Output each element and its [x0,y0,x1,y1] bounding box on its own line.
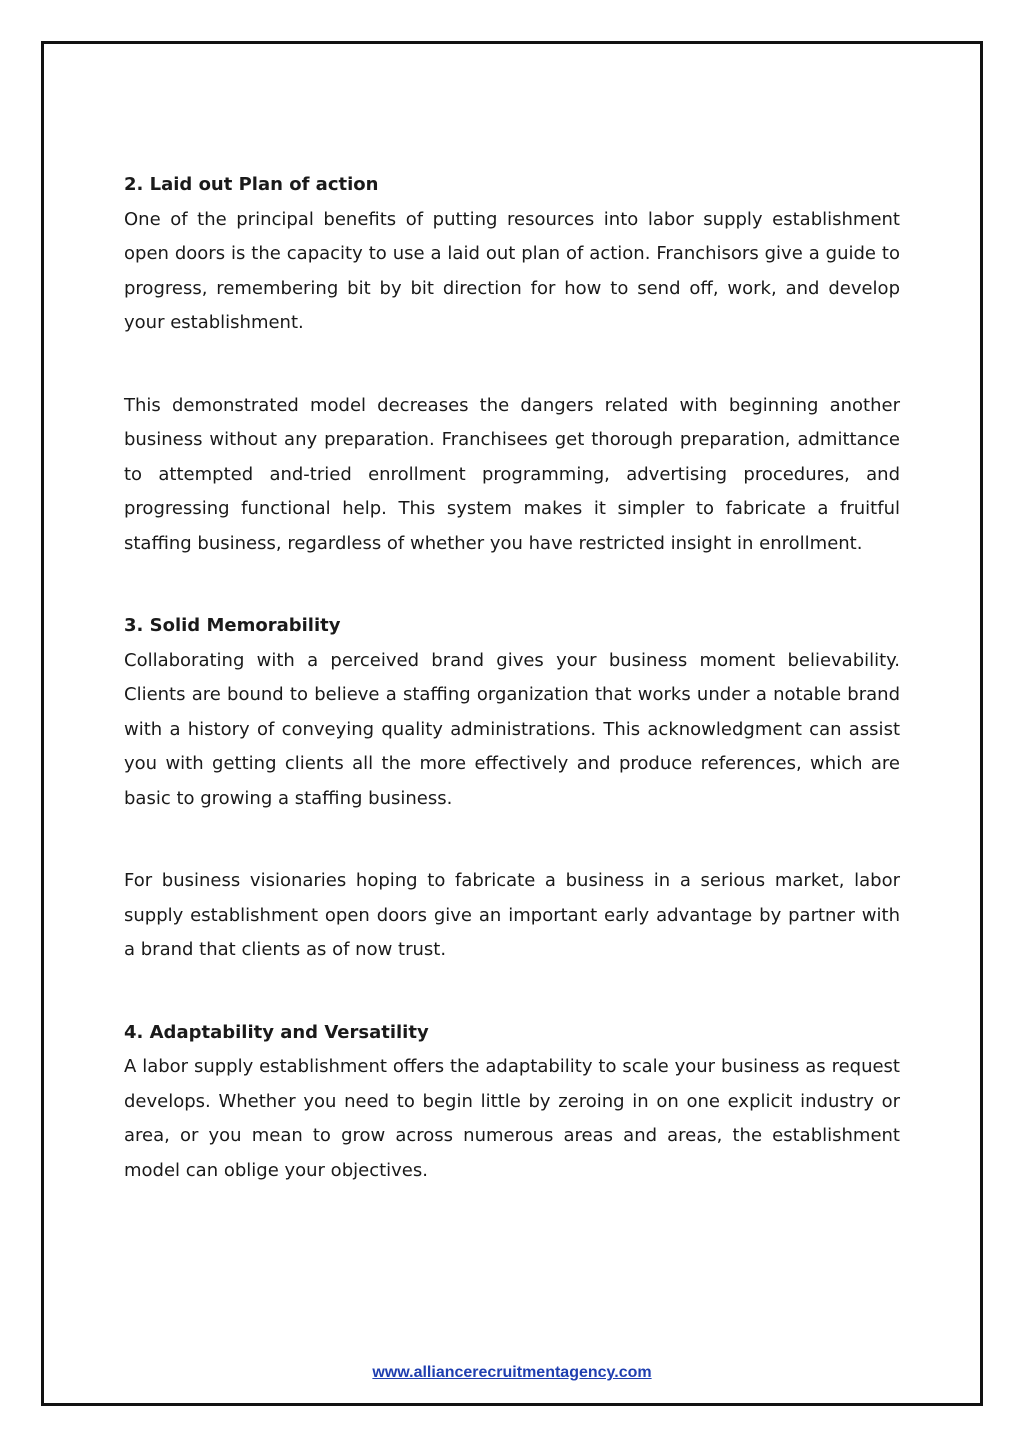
paragraph: A labor supply establishment offers the adaptability to scale your business as request develops. Whether you need to begin little by zeroing in on one explicit industry or area, or you mean to grow across numerous areas and areas, the establishment model can oblige your objectives. [124,1056,900,1181]
paragraph: This demonstrated model decreases the dangers related with beginning another business without any preparation. Franchisees get thorough preparation, admittance to attempted and-tried enrollment programming, advertising procedures, and progressing functional help. This system makes it simpler to fabricate a fruitful staffing business, regardless of whether you have restricted insight in enrollment. [124,394,900,554]
website-link[interactable]: www.alliancerecruitmentagency.com [372,1364,652,1381]
paragraph: Collaborating with a perceived brand gives your business moment believability. Clients are bound to believe a staffing organization that works under a notable brand with a history of conveying quality administrations. This acknowledgment can assist you with getting clients all the more effectively and produce references, which are basic to growing a staffing business. [124,649,900,809]
section-heading: 4. Adaptability and Versatility [124,1021,429,1043]
section-adaptability [124,1016,900,1189]
section-heading: 3. Solid Memorability [124,615,341,636]
paragraph: For business visionaries hoping to fabricate a business in a serious market, labor supply establishment open doors give an important early advantage by partner with a brand that clients as of now trust. [124,870,900,960]
section-solid-memorability [124,609,900,968]
section-laid-out-plan [124,168,900,561]
section-heading: 2. Laid out Plan of action [124,174,379,195]
paragraph: One of the principal benefits of putting resources into labor supply establishment open doors is the capacity to use a laid out plan of action. Franchisors give a guide to progress, remembering bit by bit direction for how to send off, work, and develop your establishment. [124,208,900,333]
document-body [124,168,900,1188]
